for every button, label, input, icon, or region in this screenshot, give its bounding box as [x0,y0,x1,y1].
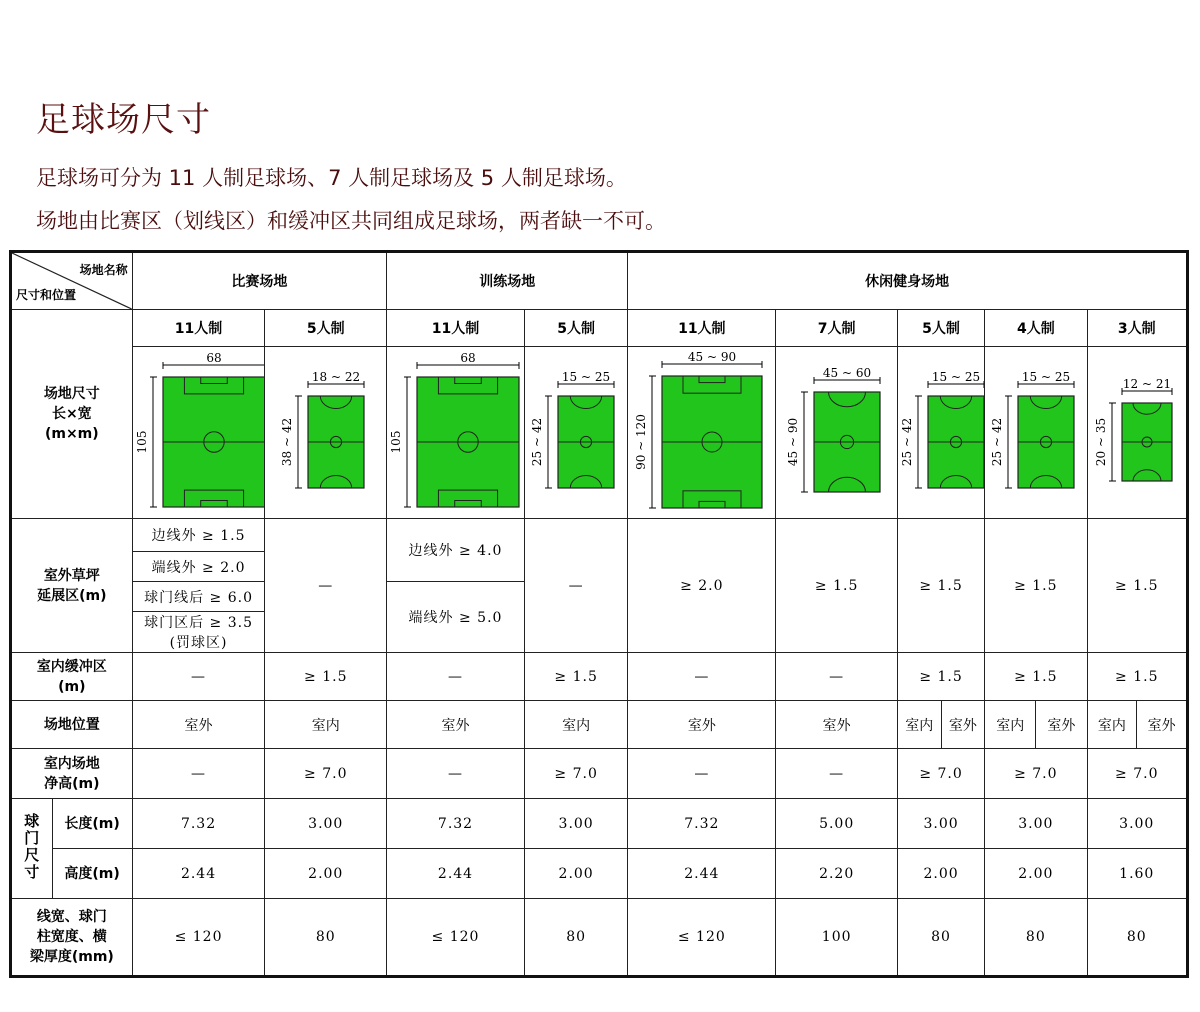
dimension-table [9,250,1189,978]
line-width-value: 80 [524,899,627,977]
row-label-goal-height: 高度(m) [52,849,132,899]
height-value: ≥ 7.0 [1087,749,1187,799]
format-cell: 5人制 [265,310,387,347]
field-length-label: 45 ~ 90 [785,417,800,466]
outdoor-train11-item: 端线外 ≥ 5.0 [387,582,525,653]
position-value: 室外 [387,701,525,749]
goal-length-value: 5.00 [776,799,898,849]
field-length-label: 38 ~ 42 [279,417,294,466]
line-width-value: 80 [265,899,387,977]
row-label-indoor-height: 室内场地 净高(m) [11,749,133,799]
height-value: ≥ 7.0 [897,749,984,799]
height-value: ≥ 7.0 [985,749,1087,799]
format-cell: 7人制 [776,310,898,347]
height-value: — [628,749,776,799]
format-cell: 3人制 [1087,310,1187,347]
corner-top-label: 场地名称 [79,263,128,277]
goal-length-value: 3.00 [985,799,1087,849]
line-width-value: 80 [985,899,1087,977]
outdoor-value: ≥ 1.5 [985,519,1087,653]
row-label-indoor-buffer: 室内缓冲区 (m) [11,653,133,701]
buffer-value: — [776,653,898,701]
outdoor-match11-item: 边线外 ≥ 1.5 [132,519,265,552]
position-value: 室外 [628,701,776,749]
format-cell: 4人制 [985,310,1087,347]
corner-header [11,252,133,310]
line-width-value: ≤ 120 [628,899,776,977]
line-width-value: ≤ 120 [387,899,525,977]
field-length-label: 25 ~ 42 [899,417,914,466]
field-diagram [776,347,898,519]
outdoor-value: — [524,519,627,653]
goal-length-value: 3.00 [1087,799,1187,849]
buffer-value: — [628,653,776,701]
field-diagram [1087,347,1187,519]
format-cell: 11人制 [628,310,776,347]
field-width-label: 45 ~ 90 [687,351,736,364]
position-value: 室内 [524,701,627,749]
pitch-icon [558,396,614,488]
goal-length-value: 7.32 [387,799,525,849]
line-width-value: 100 [776,899,898,977]
position-split [897,701,984,749]
outdoor-match11-item: 球门线后 ≥ 6.0 [132,582,265,612]
intro-line-2: 场地由比赛区（划线区）和缓冲区共同组成足球场，两者缺一不可。 [36,209,666,233]
field-length-label: 25 ~ 42 [989,417,1004,466]
goal-height-value: 2.00 [985,849,1087,899]
corner-bottom-label: 尺寸和位置 [16,288,77,302]
position-split [985,701,1087,749]
field-length-label: 90 ~ 120 [633,413,648,470]
pitch-icon [163,377,265,507]
height-value: ≥ 7.0 [524,749,627,799]
pitch-icon [417,377,519,507]
outdoor-value: ≥ 1.5 [776,519,898,653]
field-length-label: 25 ~ 42 [530,417,545,466]
field-width-label: 68 [460,352,476,365]
position-split [1087,701,1187,749]
position-value: 室外 [132,701,265,749]
goal-length-value: 7.32 [628,799,776,849]
format-cell: 5人制 [524,310,627,347]
field-width-label: 15 ~ 25 [931,371,981,384]
outdoor-train11-item: 边线外 ≥ 4.0 [387,519,525,582]
goal-height-value: 2.44 [132,849,265,899]
buffer-value: — [387,653,525,701]
position-value: 室外 [776,701,898,749]
height-value: ≥ 7.0 [265,749,387,799]
row-label-outdoor: 室外草坪 延展区(m) [11,519,133,653]
row-label-goal-length: 长度(m) [52,799,132,849]
buffer-value: ≥ 1.5 [524,653,627,701]
pitch-icon [308,396,364,488]
buffer-value: ≥ 1.5 [1087,653,1187,701]
buffer-value: ≥ 1.5 [897,653,984,701]
position-value: 室内 [898,701,941,748]
goal-height-value: 2.00 [524,849,627,899]
row-label-position: 场地位置 [11,701,133,749]
field-length-label: 105 [134,430,149,453]
line-width-value: 80 [1087,899,1187,977]
format-cell: 5人制 [897,310,984,347]
goal-height-value: 2.44 [387,849,525,899]
line-width-value: ≤ 120 [132,899,265,977]
field-diagram [985,347,1087,519]
pitch-icon [1122,403,1172,481]
position-value: 室外 [948,717,977,734]
field-length-label: 20 ~ 35 [1093,417,1108,466]
height-value: — [132,749,265,799]
buffer-value: ≥ 1.5 [985,653,1087,701]
position-value: 室内 [1088,701,1137,748]
goal-length-value: 3.00 [524,799,627,849]
field-width-label: 68 [206,352,222,365]
height-value: — [387,749,525,799]
group-leisure: 休闲健身场地 [628,252,1188,310]
goal-height-value: 2.20 [776,849,898,899]
goal-length-value: 7.32 [132,799,265,849]
field-diagram [132,347,265,519]
goal-length-value: 3.00 [265,799,387,849]
group-training: 训练场地 [387,252,628,310]
row-label-goal: 球门尺寸 [11,799,53,899]
intro-line-1: 足球场可分为 11 人制足球场、7 人制足球场及 5 人制足球场。 [36,166,627,190]
field-width-label: 18 ~ 22 [311,371,360,384]
line-width-value: 80 [897,899,984,977]
field-diagram [265,347,387,519]
page-title: 足球场尺寸 [36,100,211,140]
outdoor-value: ≥ 2.0 [628,519,776,653]
position-value: 室外 [1047,717,1076,734]
position-value: 室内 [265,701,387,749]
outdoor-value: — [265,519,387,653]
outdoor-value: ≥ 1.5 [1087,519,1187,653]
pitch-icon [814,392,880,492]
position-value: 室外 [1147,717,1176,734]
field-diagram [897,347,984,519]
goal-height-value: 2.00 [265,849,387,899]
field-width-label: 15 ~ 25 [562,371,611,384]
pitch-icon [928,396,984,488]
position-value: 室内 [985,701,1036,748]
buffer-value: — [132,653,265,701]
row-label-line-width: 线宽、球门 柱宽度、横 梁厚度(mm) [11,899,133,977]
goal-height-value: 1.60 [1087,849,1187,899]
pitch-icon [662,376,762,508]
goal-height-value: 2.00 [897,849,984,899]
outdoor-match11-item: 球门区后 ≥ 3.5 (罚球区) [132,612,265,653]
row-label-size: 场地尺寸 长×宽 (m×m) [11,310,133,519]
field-length-label: 105 [389,430,404,453]
outdoor-value: ≥ 1.5 [897,519,984,653]
outdoor-match11-item: 端线外 ≥ 2.0 [132,552,265,582]
format-cell: 11人制 [132,310,265,347]
pitch-icon [1018,396,1074,488]
goal-length-value: 3.00 [897,799,984,849]
field-diagram [524,347,627,519]
field-diagram [387,347,525,519]
field-width-label: 15 ~ 25 [1021,371,1070,384]
goal-height-value: 2.44 [628,849,776,899]
height-value: — [776,749,898,799]
group-match: 比赛场地 [132,252,386,310]
format-cell: 11人制 [387,310,525,347]
field-width-label: 45 ~ 60 [822,367,871,380]
field-width-label: 12 ~ 21 [1122,378,1171,391]
field-diagram [628,347,776,519]
buffer-value: ≥ 1.5 [265,653,387,701]
